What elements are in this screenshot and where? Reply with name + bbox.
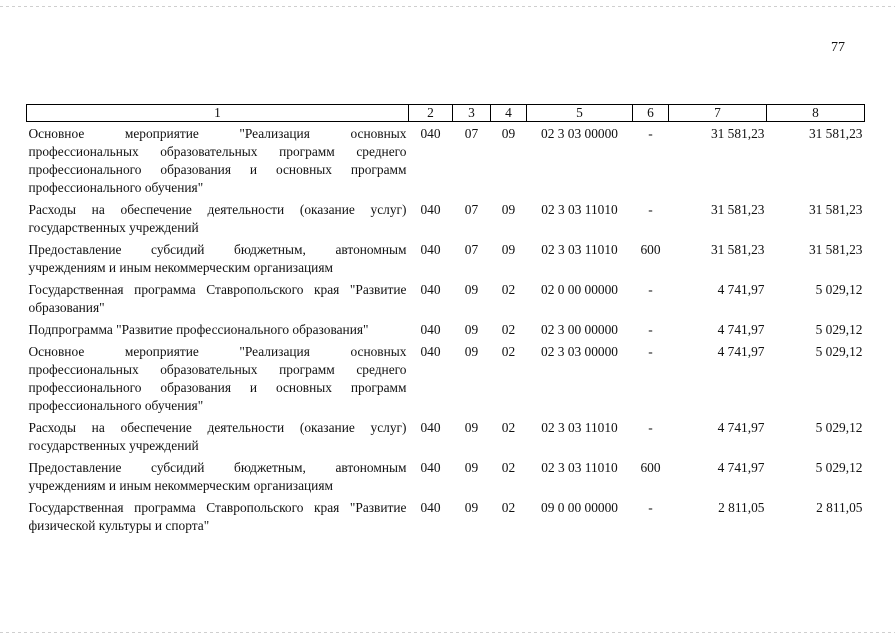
row-section: 07	[464, 242, 479, 257]
row-subsection: 02	[501, 500, 516, 515]
row-ministry: 040	[420, 126, 441, 141]
row-amount-col8: 5 029,12	[815, 282, 863, 297]
row-name: Расходы на обеспечение деятельности (оказание услуг) государственных учреждений	[28, 420, 407, 453]
row-subsection: 09	[501, 242, 516, 257]
row-amount-col7: 4 741,97	[717, 344, 765, 359]
row-expense-type: -	[648, 126, 653, 141]
row-name: Подпрограмма "Развитие профессионального образования"	[28, 322, 369, 337]
row-ministry: 040	[420, 202, 441, 217]
row-amount-col7: 31 581,23	[710, 242, 765, 257]
header-col-7: 7	[669, 105, 767, 122]
header-col-4: 4	[491, 105, 527, 122]
row-amount-col7: 31 581,23	[710, 202, 765, 217]
row-target-article: 02 3 03 11010	[541, 460, 618, 475]
row-amount-col8: 2 811,05	[816, 500, 863, 515]
row-expense-type: -	[648, 202, 653, 217]
row-subsection: 09	[501, 202, 516, 217]
row-section: 09	[464, 500, 479, 515]
row-amount-col8: 31 581,23	[808, 126, 863, 141]
scan-edge-bottom	[0, 632, 895, 633]
table-row	[27, 340, 865, 416]
table-row	[27, 456, 865, 496]
table-row	[27, 416, 865, 456]
row-expense-type: 600	[640, 242, 661, 257]
row-section: 07	[464, 126, 479, 141]
row-name: Основное мероприятие "Реализация основных профессиональных образовательных программ среднего профессионального образования и основных программ профессионального обучения"	[28, 126, 407, 195]
row-ministry: 040	[420, 282, 441, 297]
header-col-6: 6	[633, 105, 669, 122]
row-expense-type: -	[648, 500, 653, 515]
row-amount-col7: 4 741,97	[717, 460, 765, 475]
row-amount-col8: 5 029,12	[815, 420, 863, 435]
header-col-1: 1	[27, 105, 409, 122]
row-target-article: 02 3 03 11010	[541, 202, 618, 217]
row-amount-col8: 5 029,12	[815, 322, 863, 337]
row-amount-col8: 5 029,12	[815, 460, 863, 475]
table-header-row	[27, 105, 865, 122]
row-subsection: 02	[501, 322, 516, 337]
row-name: Расходы на обеспечение деятельности (оказание услуг) государственных учреждений	[28, 202, 407, 235]
row-section: 09	[464, 282, 479, 297]
row-amount-col8: 5 029,12	[815, 344, 863, 359]
row-subsection: 02	[501, 344, 516, 359]
budget-table	[26, 104, 865, 536]
row-expense-type: -	[648, 322, 653, 337]
row-section: 09	[464, 322, 479, 337]
row-name: Основное мероприятие "Реализация основных профессиональных образовательных программ среднего профессионального образования и основных программ профессионального обучения"	[28, 344, 407, 413]
row-ministry: 040	[420, 460, 441, 475]
row-amount-col7: 31 581,23	[710, 126, 765, 141]
row-subsection: 09	[501, 126, 516, 141]
row-amount-col7: 4 741,97	[717, 282, 765, 297]
row-ministry: 040	[420, 344, 441, 359]
page-number: 77	[831, 40, 845, 55]
row-target-article: 02 3 03 11010	[541, 420, 618, 435]
header-col-3: 3	[453, 105, 491, 122]
row-subsection: 02	[501, 420, 516, 435]
table-row	[27, 122, 865, 199]
row-ministry: 040	[420, 420, 441, 435]
row-name: Государственная программа Ставропольского края "Развитие физической культуры и спорта"	[28, 500, 407, 533]
header-col-2: 2	[409, 105, 453, 122]
row-name: Предоставление субсидий бюджетным, автономным учреждениям и иным некоммерческим организациям	[28, 242, 407, 275]
row-expense-type: -	[648, 282, 653, 297]
row-section: 07	[464, 202, 479, 217]
table-row	[27, 318, 865, 340]
row-expense-type: 600	[640, 460, 661, 475]
row-target-article: 09 0 00 00000	[541, 500, 618, 515]
row-amount-col8: 31 581,23	[808, 242, 863, 257]
row-target-article: 02 3 03 00000	[541, 344, 618, 359]
row-amount-col7: 2 811,05	[718, 500, 765, 515]
row-subsection: 02	[501, 282, 516, 297]
header-col-8: 8	[767, 105, 865, 122]
row-section: 09	[464, 420, 479, 435]
row-ministry: 040	[420, 322, 441, 337]
row-amount-col7: 4 741,97	[717, 420, 765, 435]
row-section: 09	[464, 344, 479, 359]
row-target-article: 02 3 03 00000	[541, 126, 618, 141]
row-name: Государственная программа Ставропольского края "Развитие образования"	[28, 282, 407, 315]
row-amount-col7: 4 741,97	[717, 322, 765, 337]
row-ministry: 040	[420, 242, 441, 257]
table-row	[27, 278, 865, 318]
row-target-article: 02 0 00 00000	[541, 282, 618, 297]
row-expense-type: -	[648, 344, 653, 359]
row-subsection: 02	[501, 460, 516, 475]
row-section: 09	[464, 460, 479, 475]
row-ministry: 040	[420, 500, 441, 515]
header-col-5: 5	[527, 105, 633, 122]
table-row	[27, 238, 865, 278]
table-row	[27, 198, 865, 238]
table-row	[27, 496, 865, 536]
row-amount-col8: 31 581,23	[808, 202, 863, 217]
row-expense-type: -	[648, 420, 653, 435]
row-name: Предоставление субсидий бюджетным, автономным учреждениям и иным некоммерческим организациям	[28, 460, 407, 493]
scan-edge-top	[0, 6, 895, 7]
row-target-article: 02 3 03 11010	[541, 242, 618, 257]
row-target-article: 02 3 00 00000	[541, 322, 618, 337]
